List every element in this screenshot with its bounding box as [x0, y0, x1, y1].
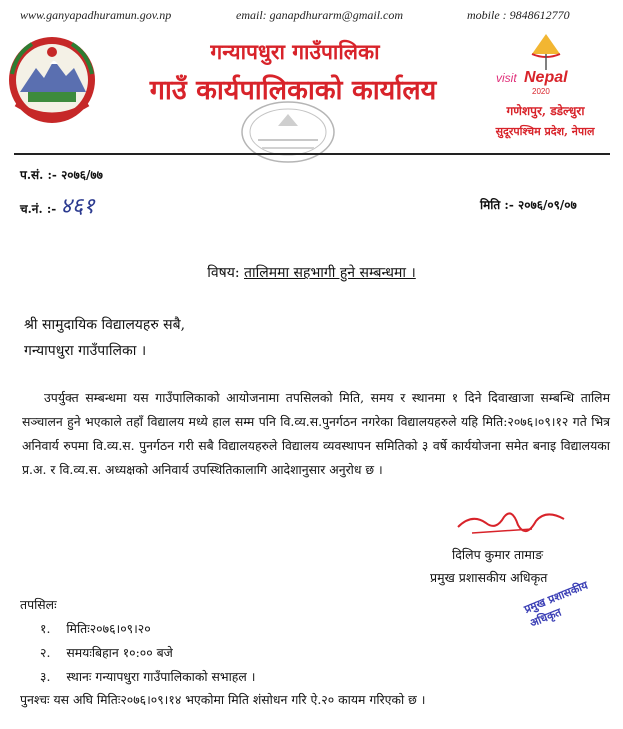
detail-number: २. — [40, 645, 51, 660]
postscript: पुनश्चः यस अघि मितिः२०७६।०९।१४ भएकोमा मिति शंसोधन गरि ऐ.२० कायम गरिएको छ । — [20, 692, 426, 707]
nepal-emblem-logo — [6, 34, 98, 126]
chalani-handwritten-value: ४६१ — [60, 194, 95, 219]
detail-item — [40, 644, 173, 661]
detail-number: १. — [40, 621, 51, 636]
detail-item — [40, 668, 255, 685]
nepal-word: Nepal — [524, 69, 568, 86]
date-value: २०७६/०९/०७ — [518, 198, 577, 212]
patra-sankhya-label: प.सं. :- — [20, 168, 57, 182]
addressee-line-1: श्री सामुदायिक विद्यालयहरु सबै, — [24, 317, 186, 333]
website-text: www.ganyapadhuramun.gov.np — [20, 8, 172, 22]
addressee-line-2: गन्यापधुरा गाउँपालिका । — [24, 343, 147, 359]
visit-nepal-logo — [488, 30, 598, 110]
patra-sankhya — [20, 166, 103, 183]
address-line-2: सुदूरपश्चिम प्रदेश, नेपाल — [495, 125, 595, 138]
subject-line — [0, 263, 623, 282]
year-word: 2020 — [532, 87, 550, 96]
handwritten-signature — [452, 505, 572, 545]
mobile-text: mobile : 9848612770 — [467, 8, 570, 22]
date-label: मिति :- — [480, 198, 514, 212]
detail-text: मितिः२०७६।०९।२० — [66, 621, 151, 636]
office-name: गाउँ कार्यपालिकाको कार्यालय — [149, 75, 437, 106]
signatory-name: दिलिप कुमार तामाङ — [452, 547, 544, 562]
office-seal-stamp — [228, 92, 348, 172]
chalani-number — [20, 190, 95, 220]
email-text: email: ganapdhurarm@gmail.com — [236, 8, 404, 22]
detail-text: समयःबिहान १०:०० बजे — [66, 645, 173, 660]
subject-label: विषय: — [207, 265, 240, 281]
detail-number: ३. — [40, 669, 51, 684]
detail-text: स्थानः गन्यापधुरा गाउँपालिकाको सभाहल । — [66, 669, 256, 684]
address-line-1: गणेशपुर, डडेल्धुरा — [506, 104, 585, 118]
header-divider — [14, 153, 610, 155]
signatory-title: प्रमुख प्रशासकीय अधिकृत — [430, 570, 548, 585]
details-heading: तपसिलः — [20, 597, 57, 612]
subject-text: तालिममा सहभागी हुने सम्बन्धमा । — [244, 265, 416, 281]
visit-word: visit — [496, 71, 517, 85]
detail-item — [40, 620, 151, 637]
municipality-name: गन्यापधुरा गाउँपालिका — [210, 39, 380, 64]
letter-body: उपर्युक्त सम्बन्धमा यस गाउँपालिकाको आयोजनामा तपसिलको मिति, समय र स्थानमा १ दिने दिवाखाजा सम्बन्धि तालिम सञ्चालन हुने भएकाले तहाँ विद्यालय मध्ये हाल सम्म पनि वि.व्य.स.पुनर्गठन नगरेका विद्यालयहरुले यहि मिति:२०७६।०९।१२ गते भित्र अनिवार्य रुपमा वि.व्य.स. पुनर्गठन गरी सबै विद्यालयहरुले विद्यालय व्यवस्थापन समितिको ३ वर्षे कार्ययोजना समेत बनाइ विद्यालयका प्र.अ. र वि.व्य.स. अध्यक्षको अनिवार्य उपस्थितिकालागि आदेशानुसार अनुरोध छ । — [22, 390, 610, 477]
date-line — [480, 196, 577, 213]
chalani-label: च.नं. :- — [20, 202, 57, 216]
patra-sankhya-value: २०७६/७७ — [61, 168, 103, 182]
designation-stamp: प्रमुख प्रशासकीय अधिकृत — [522, 578, 590, 630]
